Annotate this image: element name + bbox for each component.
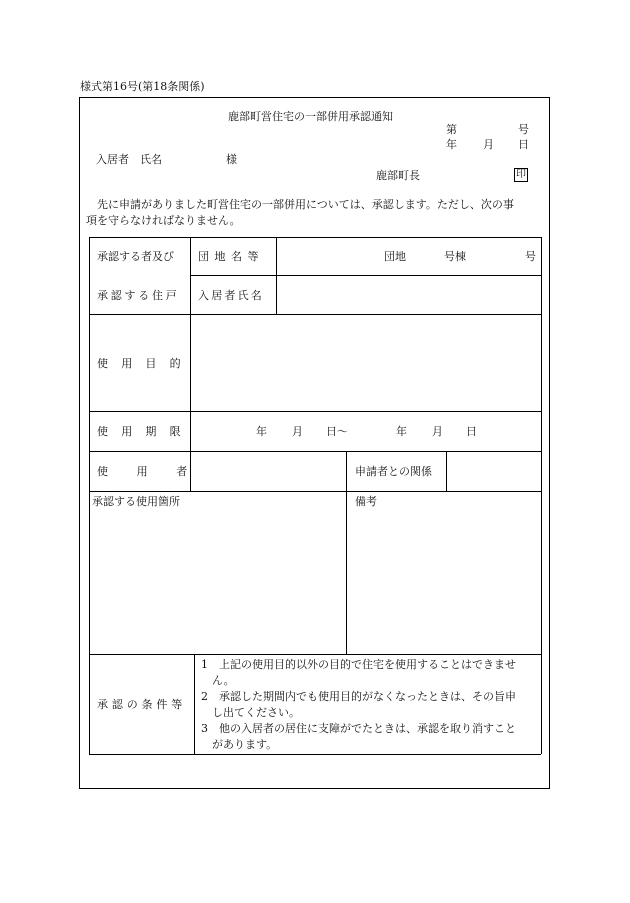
condition-line: があります。 <box>201 738 278 751</box>
condition-line: 1 上記の使用目的以外の目的で住宅を使用することはできませ <box>201 658 516 671</box>
period-label: 使用期限 <box>97 425 194 438</box>
number-go: 号 <box>518 123 529 136</box>
room-unit: 号 <box>525 250 536 263</box>
remarks-label: 備考 <box>355 495 377 508</box>
date-day: 日 <box>518 138 529 151</box>
addressee-sama: 様 <box>226 153 237 166</box>
condition-line: 2 承認した期間内でも使用目的がなくなったときは、その旨申 <box>201 690 516 703</box>
purpose-label: 使用目的 <box>97 357 194 370</box>
condition-line: し出てください。 <box>201 706 300 719</box>
danchi-label: 団地名等 <box>198 250 264 263</box>
user-label: 使用者 <box>97 465 216 478</box>
approver-label-line2: 承認する住戸 <box>97 289 180 302</box>
addressee-label: 入居者 氏名 <box>96 153 162 166</box>
period-start-month: 月 <box>292 425 303 438</box>
condition-line: 3 他の入居者の居住に支障がでたときは、承認を取り消すこと <box>201 722 516 735</box>
approver-label-line1: 承認する者及び <box>97 250 174 263</box>
document-title: 鹿部町営住宅の一部併用承認通知 <box>228 110 393 123</box>
relation-label: 申請者との関係 <box>355 465 432 478</box>
intro-text-line1: 先に申請がありました町営住宅の一部併用については、承認します。ただし、次の事 <box>86 198 514 211</box>
date-month: 月 <box>483 138 494 151</box>
intro-text-line2: 項を守らなければなりません。 <box>86 214 241 227</box>
seal-mark: 印 <box>516 169 526 180</box>
danchi-unit: 団地 <box>384 250 406 263</box>
conditions-list <box>201 657 516 753</box>
number-dai: 第 <box>446 123 457 136</box>
building-unit: 号棟 <box>444 250 466 263</box>
form-number-label: 様式第16号(第18条関係) <box>80 80 205 93</box>
period-start-year: 年 <box>256 425 267 438</box>
issuer-name: 鹿部町長 <box>376 169 420 182</box>
period-start-day: 日〜 <box>326 425 348 438</box>
conditions-label: 承認の条件等 <box>97 698 187 711</box>
condition-line: ん。 <box>201 674 235 687</box>
period-end-year: 年 <box>396 425 407 438</box>
period-end-day: 日 <box>466 425 477 438</box>
location-label: 承認する使用箇所 <box>92 495 180 508</box>
date-year: 年 <box>446 138 457 151</box>
resident-name-label: 入居者氏名 <box>198 289 264 302</box>
period-end-month: 月 <box>432 425 443 438</box>
